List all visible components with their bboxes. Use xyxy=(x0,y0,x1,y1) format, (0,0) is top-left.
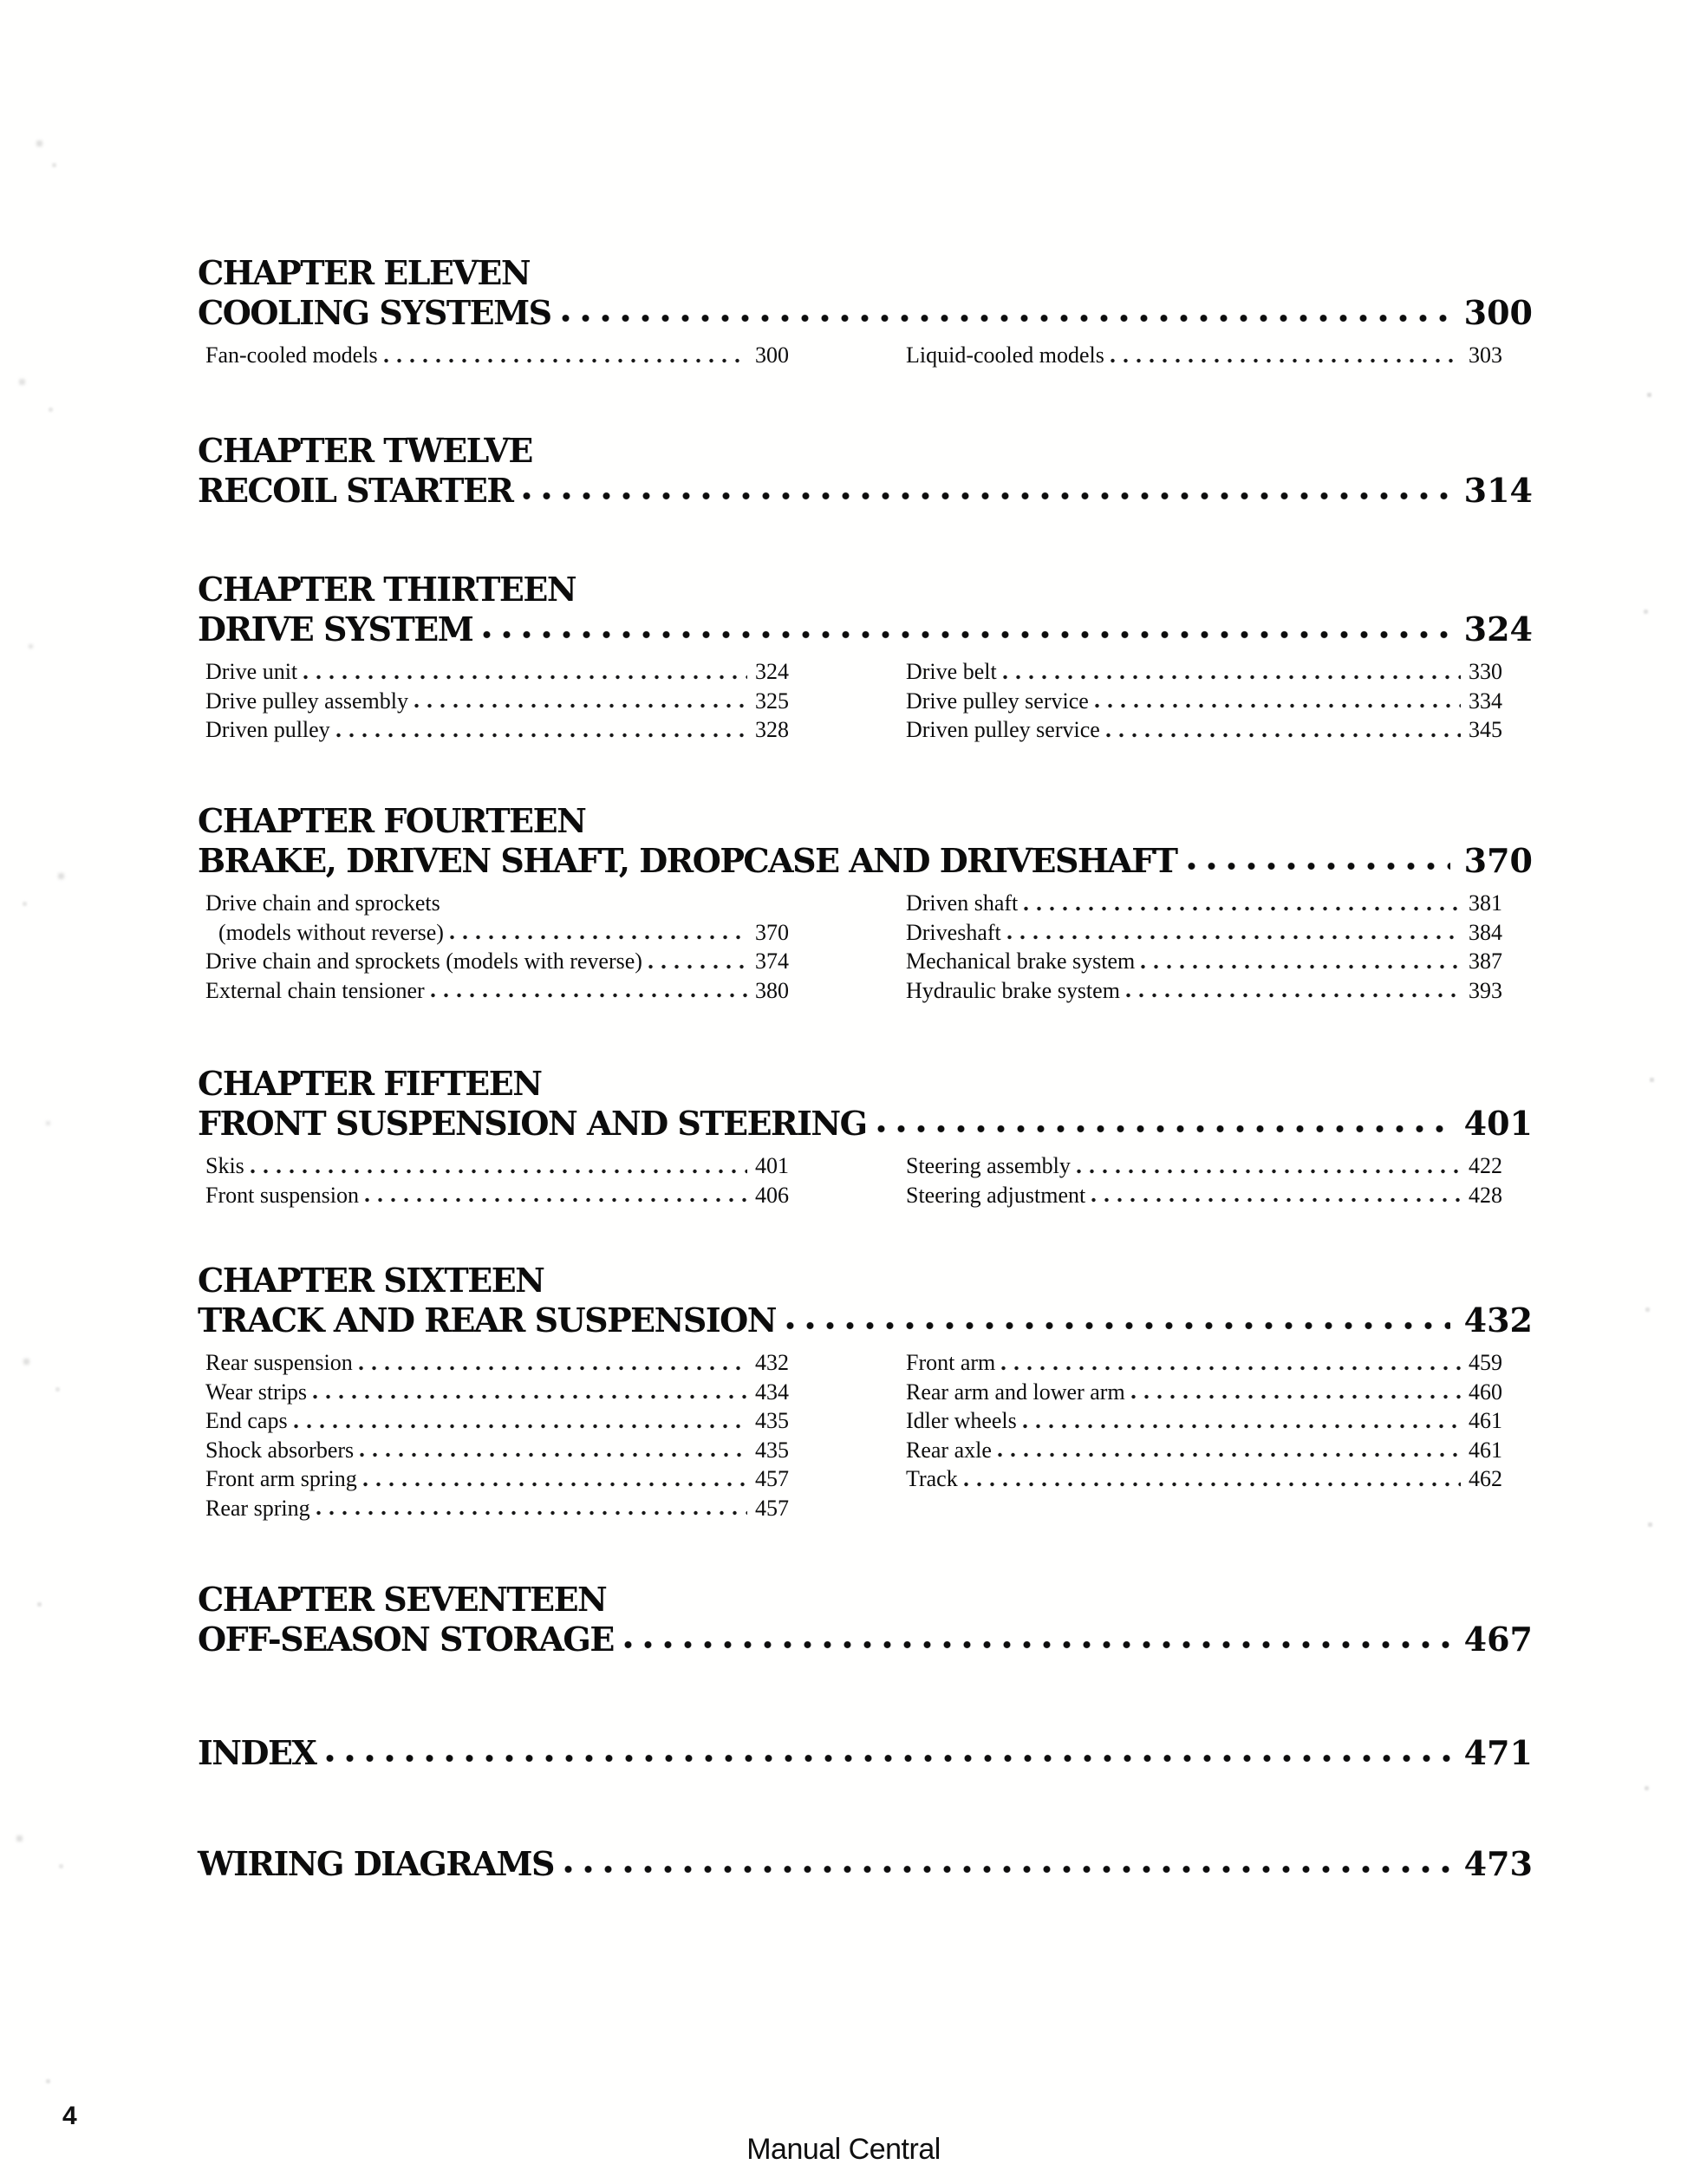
entry-label: Drive pulley assembly xyxy=(205,688,408,714)
entry-page-number: 325 xyxy=(755,688,789,714)
toc-section-recoil-starter xyxy=(198,432,1533,512)
toc-section-track-rear-suspension xyxy=(198,1262,1533,1522)
chapter-title-line xyxy=(198,1732,1533,1774)
dot-leader xyxy=(316,1510,747,1516)
toc-entry xyxy=(906,947,1502,976)
chapter-page-number: 314 xyxy=(1463,471,1533,510)
entry-page-number: 387 xyxy=(1469,949,1502,974)
dot-leader xyxy=(431,993,747,998)
chapter-title-line xyxy=(198,1843,1533,1885)
chapter-page-number: 471 xyxy=(1463,1733,1533,1772)
toc-entry xyxy=(205,341,789,370)
chapter-title: WIRING DIAGRAMS xyxy=(198,1844,554,1883)
entry-label: Drive chain and sprockets (models with reverse) xyxy=(205,949,642,974)
toc-section-brake-driveshaft xyxy=(198,802,1533,1005)
chapter-title: OFF-SEASON STORAGE xyxy=(198,1620,614,1659)
entry-label: Driven shaft xyxy=(906,890,1019,916)
toc-entry xyxy=(205,1436,789,1465)
entry-label: Rear suspension xyxy=(205,1350,353,1375)
entry-label: Idler wheels xyxy=(906,1408,1017,1433)
toc-entries xyxy=(198,334,1533,370)
entry-page-number: 345 xyxy=(1469,717,1502,742)
entry-page-number: 300 xyxy=(755,342,789,368)
chapter-title: FRONT SUSPENSION AND STEERING xyxy=(198,1104,867,1143)
dot-leader xyxy=(313,1394,747,1399)
toc-column-right xyxy=(906,657,1502,745)
toc-entry xyxy=(906,976,1502,1006)
chapter-label: CHAPTER FOURTEEN xyxy=(198,801,586,840)
entry-label: Rear spring xyxy=(205,1495,310,1521)
entry-page-number: 330 xyxy=(1469,659,1502,684)
entry-label: Wear strips xyxy=(205,1379,308,1405)
toc-entry xyxy=(906,1406,1502,1436)
entry-label: Drive pulley service xyxy=(906,688,1089,714)
entry-page-number: 435 xyxy=(755,1408,789,1433)
toc-entry xyxy=(906,657,1502,687)
dot-leader xyxy=(964,1482,1461,1487)
watermark-footer: Manual Central xyxy=(746,2133,941,2166)
chapter-title-line xyxy=(198,840,1533,882)
toc-section-front-suspension xyxy=(198,1065,1533,1209)
dot-leader xyxy=(294,1424,747,1429)
entry-page-number: 381 xyxy=(1469,890,1502,916)
entry-page-number: 328 xyxy=(755,717,789,742)
toc-entry xyxy=(205,1348,789,1378)
chapter-page-number: 401 xyxy=(1463,1104,1533,1143)
toc-entry xyxy=(205,976,789,1006)
entry-page-number: 457 xyxy=(755,1466,789,1491)
toc-entry xyxy=(906,341,1502,370)
dot-leader xyxy=(1131,1394,1461,1399)
dot-leader xyxy=(251,1169,747,1174)
dot-leader xyxy=(523,492,1449,500)
toc-column-right xyxy=(906,1151,1502,1209)
dot-leader xyxy=(1077,1169,1461,1174)
chapter-title-line xyxy=(198,1619,1533,1660)
entry-page-number: 461 xyxy=(1469,1408,1502,1433)
dot-leader xyxy=(624,1640,1450,1649)
entry-label: Skis xyxy=(205,1153,244,1178)
chapter-label: CHAPTER SIXTEEN xyxy=(198,1261,544,1300)
toc-entry xyxy=(205,889,789,918)
dot-leader xyxy=(562,314,1450,323)
toc-section-off-season-storage xyxy=(198,1581,1533,1660)
dot-leader xyxy=(363,1482,747,1487)
chapter-label: CHAPTER THIRTEEN xyxy=(198,570,576,609)
dot-leader xyxy=(303,675,747,680)
chapter-label: CHAPTER TWELVE xyxy=(198,431,532,470)
chapter-title-line xyxy=(198,609,1533,650)
toc-entry xyxy=(906,918,1502,948)
dot-leader xyxy=(1106,733,1461,738)
entry-label: Driveshaft xyxy=(906,919,1001,945)
dot-leader xyxy=(483,630,1449,639)
toc-column-left xyxy=(205,657,789,745)
toc-entries xyxy=(198,882,1533,1005)
entry-label: External chain tensioner xyxy=(205,977,425,1003)
toc-entry xyxy=(205,1151,789,1181)
dot-leader xyxy=(1023,1424,1461,1429)
entry-page-number: 393 xyxy=(1469,977,1502,1003)
toc-entry xyxy=(205,918,789,948)
entry-page-number: 380 xyxy=(755,977,789,1003)
entry-page-number: 334 xyxy=(1469,688,1502,714)
dot-leader xyxy=(384,358,747,363)
toc-column-left xyxy=(205,1151,789,1209)
entry-label: Drive belt xyxy=(906,659,997,684)
entry-label: (models without reverse) xyxy=(218,919,444,945)
toc-column-right xyxy=(906,889,1502,1005)
chapter-title-line xyxy=(198,470,1533,512)
entry-label: Rear axle xyxy=(906,1437,992,1463)
chapter-label: CHAPTER FIFTEEN xyxy=(198,1064,542,1103)
chapter-page-number: 370 xyxy=(1463,841,1533,880)
entry-page-number: 428 xyxy=(1469,1182,1502,1208)
dot-leader xyxy=(336,733,747,738)
dot-leader xyxy=(360,1452,747,1457)
entry-page-number: 462 xyxy=(1469,1466,1502,1491)
entry-label: Steering assembly xyxy=(906,1153,1071,1178)
entry-label: Fan-cooled models xyxy=(205,342,378,368)
dot-leader xyxy=(877,1125,1450,1133)
toc-entry xyxy=(906,1181,1502,1210)
dot-leader xyxy=(786,1321,1450,1330)
toc-entry xyxy=(205,715,789,745)
entry-label: Shock absorbers xyxy=(205,1437,355,1463)
dot-leader xyxy=(1007,935,1461,940)
scan-noise xyxy=(0,0,1,1)
dot-leader xyxy=(359,1366,747,1371)
toc-section-cooling-systems xyxy=(198,254,1533,370)
dot-leader xyxy=(450,935,747,940)
chapter-title: DRIVE SYSTEM xyxy=(198,610,473,649)
dot-leader xyxy=(1141,964,1461,969)
entry-page-number: 432 xyxy=(755,1350,789,1375)
dot-leader xyxy=(564,1865,1450,1874)
entry-page-number: 422 xyxy=(1469,1153,1502,1178)
toc-column-left xyxy=(205,341,789,370)
toc-entry xyxy=(205,1181,789,1210)
entry-label: Mechanical brake system xyxy=(906,949,1136,974)
chapter-title: TRACK AND REAR SUSPENSION xyxy=(198,1301,776,1340)
toc-entries xyxy=(198,650,1533,745)
entry-label: Front arm spring xyxy=(205,1466,357,1491)
toc-entry xyxy=(906,1436,1502,1465)
dot-leader xyxy=(1111,358,1461,363)
toc-column-left xyxy=(205,1348,789,1522)
entry-page-number: 461 xyxy=(1469,1437,1502,1463)
dot-leader xyxy=(998,1452,1461,1457)
chapter-label: CHAPTER SEVENTEEN xyxy=(198,1580,607,1619)
entry-label: Front arm xyxy=(906,1350,996,1375)
chapter-title-line xyxy=(198,1103,1533,1144)
chapter-page-number: 467 xyxy=(1463,1620,1533,1659)
page-number: 4 xyxy=(62,2102,77,2130)
entry-label: Rear arm and lower arm xyxy=(906,1379,1125,1405)
toc-column-right xyxy=(906,341,1502,370)
entry-label: Track xyxy=(906,1466,958,1491)
chapter-title-line xyxy=(198,292,1533,334)
entry-page-number: 459 xyxy=(1469,1350,1502,1375)
dot-leader xyxy=(1126,993,1461,998)
entry-page-number: 401 xyxy=(755,1153,789,1178)
entry-label: Driven pulley xyxy=(205,717,330,742)
chapter-title: COOLING SYSTEMS xyxy=(198,293,551,332)
entry-label: Driven pulley service xyxy=(906,717,1100,742)
dot-leader xyxy=(1003,675,1461,680)
entry-page-number: 435 xyxy=(755,1437,789,1463)
toc-section-wiring-diagrams xyxy=(198,1843,1533,1885)
toc-entry xyxy=(205,657,789,687)
dot-leader xyxy=(1095,703,1461,708)
entry-label: Drive unit xyxy=(205,659,298,684)
chapter-label: CHAPTER ELEVEN xyxy=(198,253,531,292)
entry-label: Drive chain and sprockets xyxy=(205,890,440,916)
toc-entry xyxy=(205,1464,789,1494)
dot-leader xyxy=(1024,906,1461,911)
entry-label: Liquid-cooled models xyxy=(906,342,1104,368)
entry-label: Steering adjustment xyxy=(906,1182,1086,1208)
toc-entries xyxy=(198,1341,1533,1522)
dot-leader xyxy=(648,964,747,969)
entry-label: End caps xyxy=(205,1408,288,1433)
toc-section-index xyxy=(198,1732,1533,1774)
toc-column-left xyxy=(205,889,789,1005)
entry-page-number: 303 xyxy=(1469,342,1502,368)
chapter-title: RECOIL STARTER xyxy=(198,471,513,510)
toc-entry xyxy=(205,1406,789,1436)
entry-page-number: 374 xyxy=(755,949,789,974)
toc-entry xyxy=(205,947,789,976)
entry-page-number: 457 xyxy=(755,1495,789,1521)
chapter-page-number: 324 xyxy=(1463,610,1533,649)
entry-label: Hydraulic brake system xyxy=(906,977,1120,1003)
toc-entry xyxy=(205,1494,789,1523)
toc-entry xyxy=(906,1464,1502,1494)
dot-leader xyxy=(1001,1366,1461,1371)
toc-entry xyxy=(906,1348,1502,1378)
chapter-title: BRAKE, DRIVEN SHAFT, DROPCASE AND DRIVESHAFT xyxy=(198,841,1177,880)
entry-page-number: 384 xyxy=(1469,919,1502,945)
toc-entry xyxy=(906,687,1502,716)
chapter-title-line xyxy=(198,1300,1533,1341)
toc-entry xyxy=(906,715,1502,745)
toc-entry xyxy=(906,1378,1502,1407)
entry-page-number: 370 xyxy=(755,919,789,945)
toc-column-right xyxy=(906,1348,1502,1522)
chapter-title: INDEX xyxy=(198,1733,316,1772)
entry-label: Front suspension xyxy=(205,1182,359,1208)
toc-section-drive-system xyxy=(198,570,1533,745)
toc-entries xyxy=(198,1144,1533,1209)
dot-leader xyxy=(365,1197,747,1203)
chapter-page-number: 432 xyxy=(1463,1301,1533,1340)
toc-entry xyxy=(205,687,789,716)
toc-entry xyxy=(205,1378,789,1407)
entry-page-number: 324 xyxy=(755,659,789,684)
chapter-page-number: 300 xyxy=(1463,293,1533,332)
chapter-page-number: 473 xyxy=(1463,1844,1533,1883)
entry-page-number: 406 xyxy=(755,1182,789,1208)
toc-entry xyxy=(906,1151,1502,1181)
dot-leader xyxy=(1188,862,1450,870)
toc-entry xyxy=(906,889,1502,918)
dot-leader xyxy=(326,1754,1449,1763)
entry-page-number: 434 xyxy=(755,1379,789,1405)
dot-leader xyxy=(414,703,747,708)
dot-leader xyxy=(1091,1197,1461,1203)
entry-page-number: 460 xyxy=(1469,1379,1502,1405)
